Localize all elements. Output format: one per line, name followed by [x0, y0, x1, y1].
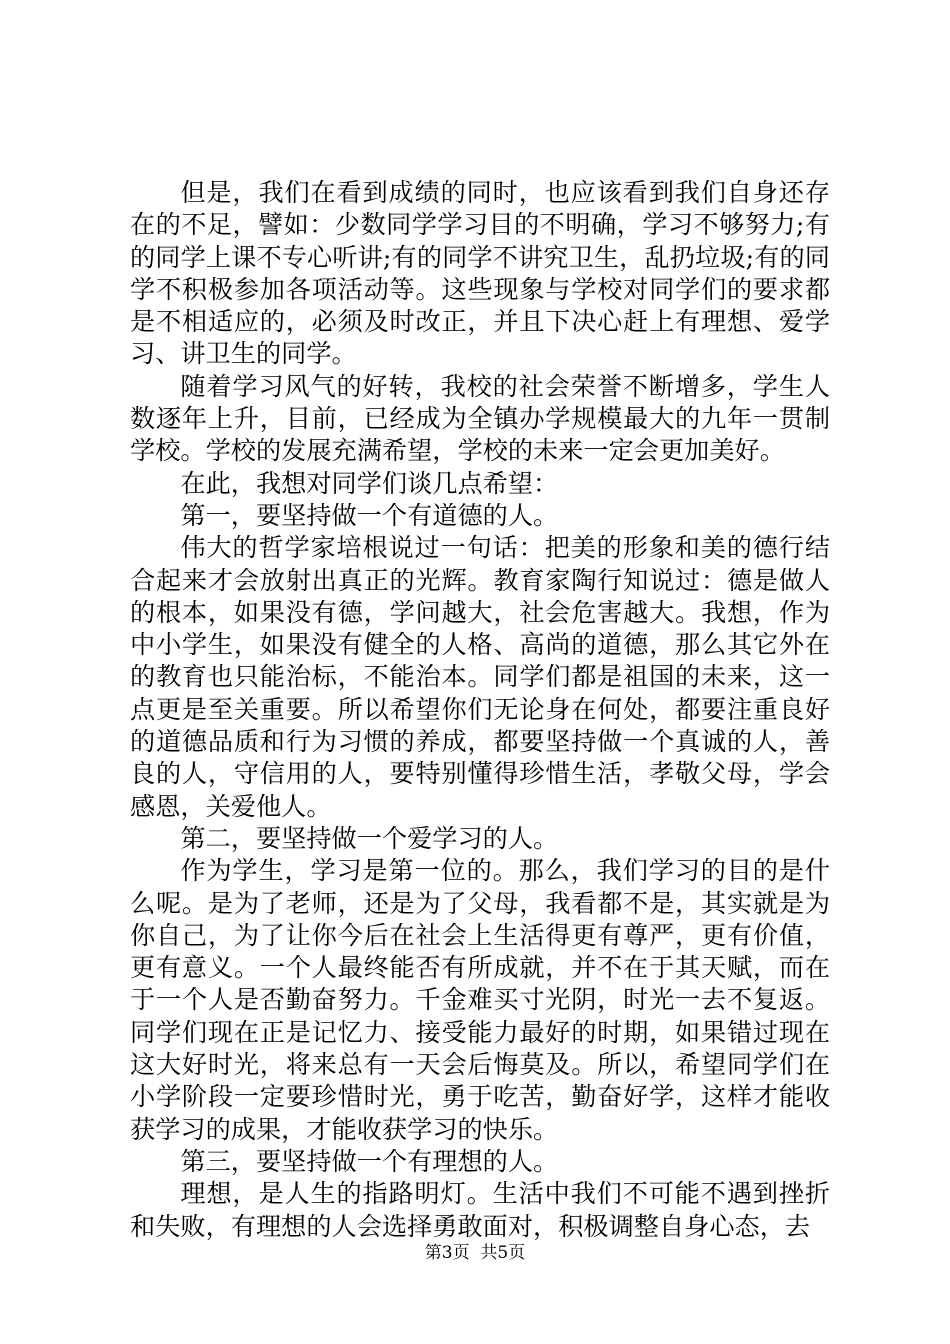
paragraph-ideals: 理想，是人生的指路明灯。生活中我们不可能不遇到挫折和失败，有理想的人会选择勇敢面对，积极调整自身心态，去 — [130, 1179, 830, 1241]
paragraph-school-progress: 随着学习风气的好转，我校的社会荣誉不断增多，学生人数逐年上升，目前，已经成为全镇办学规模最大的九年一贯制学校。学校的发展充满希望，学校的未来一定会更加美好。 — [130, 371, 830, 466]
page-footer — [0, 1243, 950, 1263]
heading-third-hope: 第三，要坚持做一个有理想的人。 — [180, 1146, 559, 1176]
paragraph-shortcomings: 但是，我们在看到成绩的同时，也应该看到我们自身还存在的不足，譬如：少数同学学习目的不明确，学习不够努力;有的同学上课不专心听讲;有的同学不讲究卫生，乱扔垃圾;有的同学不积极参加各项活动等。这些现象与学校对同学们的要求都是不相适应的，必须及时改正，并且下决心赶上有理想、爱学习、讲卫生的同学。 — [130, 178, 830, 369]
paragraph-hopes-intro: 在此，我想对同学们谈几点希望： — [180, 468, 559, 498]
heading-first-hope: 第一，要坚持做一个有道德的人。 — [180, 500, 559, 530]
page-number: 第3页 共5页 — [424, 1243, 526, 1263]
heading-second-hope: 第二，要坚持做一个爱学习的人。 — [180, 823, 559, 853]
paragraph-learning: 作为学生，学习是第一位的。那么，我们学习的目的是什么呢。是为了老师，还是为了父母，我看都不是，其实就是为你自己，为了让你今后在社会上生活得更有尊严，更有价值，更有意义。一个人最终能否有所成就，并不在于其天赋，而在于一个人是否勤奋努力。千金难买寸光阴，时光一去不复返。同学们现在正是记忆力、接受能力最好的时期，如果错过现在这大好时光，将来总有一天会后悔莫及。所以，希望同学们在小学阶段一定要珍惜时光，勇于吃苦，勤奋好学，这样才能收获学习的成果，才能收获学习的快乐。 — [130, 856, 830, 1144]
document-body — [130, 177, 830, 1243]
paragraph-morality: 伟大的哲学家培根说过一句话：把美的形象和美的德行结合起来才会放射出真正的光辉。教育家陶行知说过：德是做人的根本，如果没有德，学问越大，社会危害越大。我想，作为中小学生，如果没有健全的人格、高尚的道德，那么其它外在的教育也只能治标，不能治本。同学们都是祖国的未来，这一点更是至关重要。所以希望你们无论身在何处，都要注重良好的道德品质和行为习惯的养成，都要坚持做一个真诚的人，善良的人，守信用的人，要特别懂得珍惜生活，孝敬父母，学会感恩，关爱他人。 — [130, 533, 830, 821]
